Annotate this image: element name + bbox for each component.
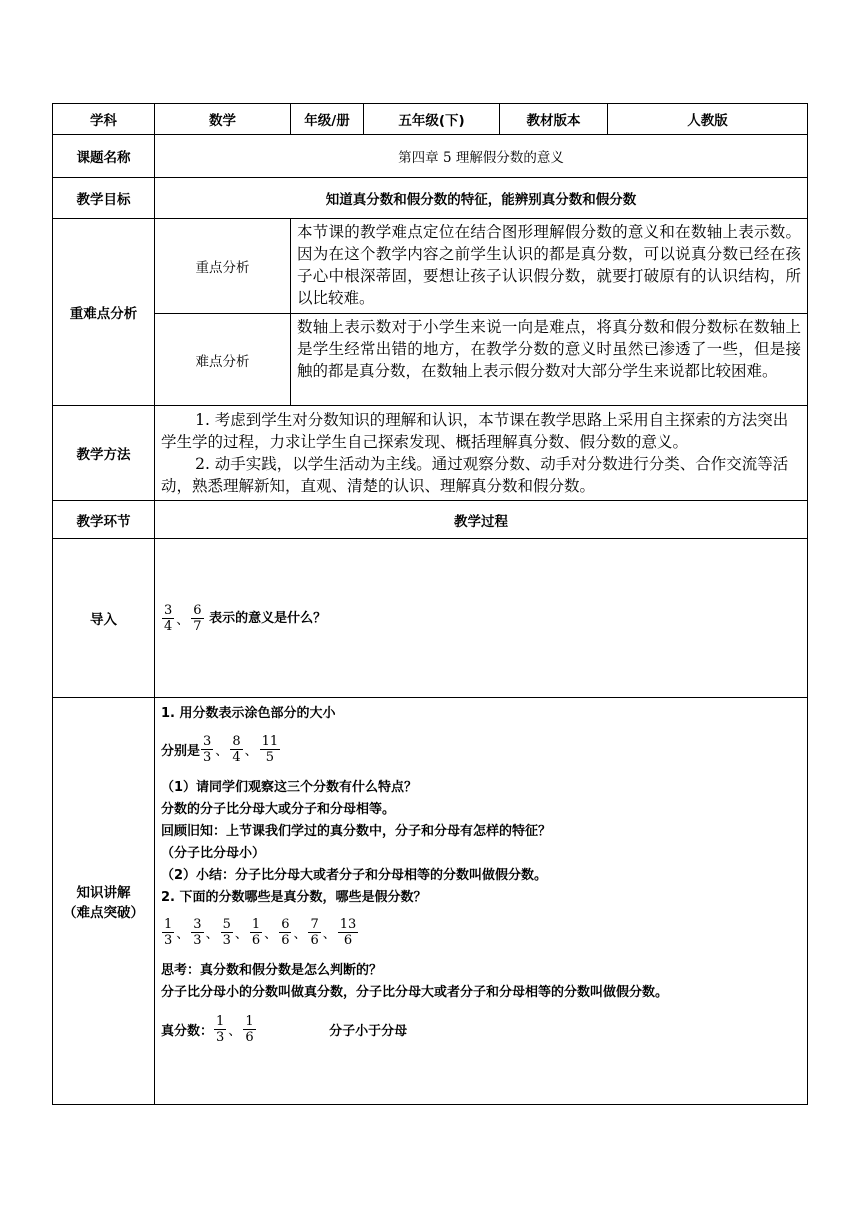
intro-question: 表示的意义是什么？: [209, 610, 327, 626]
grade-label: 年级/册: [291, 104, 364, 135]
subject-value: 数学: [155, 104, 291, 135]
edition-label: 教材版本: [500, 104, 608, 135]
fraction: $\frac{11}{5}$: [261, 734, 279, 765]
review-answer: （分子比分母小）: [161, 846, 266, 861]
fraction: $\frac{13}{6}$: [339, 917, 357, 948]
hard-point-text: 数轴上表示数对于小学生来说一向是难点，将真分数和假分数标在数轴上是学生经常出错的地方，在教学分数的意义时虽然已渗透了一些，但是接触的都是真分数，在数轴上表示假分数对大部分学生来说都比较困难。: [291, 314, 808, 406]
edition-value: 人教版: [608, 104, 808, 135]
separator: 、: [244, 744, 258, 759]
a1: 分数的分子比分母大或分子和分母相等。: [161, 802, 396, 817]
method-text: [155, 406, 808, 501]
process-label: 教学过程: [155, 501, 808, 539]
separator: 、: [293, 927, 307, 942]
key-point-label: 重点分析: [155, 219, 291, 314]
method-label: 教学方法: [53, 406, 155, 501]
intro-label: 导入: [53, 539, 155, 698]
item1-fractions-line: [161, 734, 801, 765]
intro-content: [155, 539, 808, 698]
proper-note: 分子小于分母: [329, 1024, 408, 1039]
q1: （1）请同学们观察这三个分数有什么特点？: [161, 780, 418, 795]
knowledge-content: [155, 698, 808, 1105]
fraction: $\frac{6}{7}$: [193, 602, 202, 634]
separator: 、: [215, 744, 229, 759]
grade-value: 五年级(下): [364, 104, 500, 135]
fraction: $\frac{3}{4}$: [164, 602, 173, 634]
separator: 、: [176, 612, 190, 628]
hard-point-label: 难点分析: [155, 314, 291, 406]
method-paragraph-2: 2. 动手实践，以学生活动为主线。通过观察分数、动手对分数进行分类、合作交流等活动，熟悉理解新知，直观、清楚的认识、理解真分数和假分数。: [161, 455, 789, 495]
topic-label: 课题名称: [53, 135, 155, 178]
fraction: $\frac{8}{4}$: [232, 734, 241, 765]
item1-prefix: 分别是: [161, 744, 201, 759]
fraction: $\frac{3}{3}$: [193, 917, 202, 948]
proper-line: [161, 1014, 801, 1045]
fraction: $\frac{6}{6}$: [281, 917, 290, 948]
separator: 、: [322, 927, 336, 942]
proper-label: 真分数：: [161, 1024, 214, 1039]
fraction: $\frac{3}{3}$: [203, 734, 212, 765]
separator: 、: [234, 927, 248, 942]
goal-label: 教学目标: [53, 178, 155, 219]
fraction: $\frac{1}{3}$: [164, 917, 173, 948]
item1-title: 1. 用分数表示涂色部分的大小: [161, 706, 336, 721]
knowledge-label: [53, 698, 155, 1105]
item2-fractions-line: [161, 917, 801, 948]
separator: 、: [176, 927, 190, 942]
fraction: $\frac{1}{6}$: [251, 917, 261, 948]
subject-label: 学科: [53, 104, 155, 135]
think-question: 思考：真分数和假分数是怎么判断的？: [161, 963, 383, 978]
separator: 、: [228, 1024, 242, 1039]
fraction: $\frac{1}{3}$: [216, 1014, 225, 1045]
fraction: $\frac{7}{6}$: [310, 917, 319, 948]
method-paragraph-1: 1. 考虑到学生对分数知识的理解和认识，本节课在教学思路上采用自主探索的方法突出学生学的过程，力求让学生自己探索发现、概括理解真分数、假分数的意义。: [161, 411, 789, 451]
knowledge-label-line2: （难点突破）: [63, 905, 144, 921]
lesson-plan-table: [52, 103, 808, 1105]
stages-label: 教学环节: [53, 501, 155, 539]
goal-value: 知道真分数和假分数的特征，能辨别真分数和假分数: [155, 178, 808, 219]
intro-line: [161, 602, 327, 634]
separator: 、: [205, 927, 219, 942]
topic-value: 第四章 5 理解假分数的意义: [155, 135, 808, 178]
fraction: $\frac{1}{6}$: [245, 1014, 254, 1045]
knowledge-label-line1: 知识讲解: [76, 885, 131, 901]
separator: 、: [264, 927, 278, 942]
summary: （2）小结：分子比分母大或者分子和分母相等的分数叫做假分数。: [161, 868, 548, 883]
review: 回顾旧知：上节课我们学过的真分数中，分子和分母有怎样的特征？: [161, 824, 552, 839]
item2-title: 2. 下面的分数哪些是真分数，哪些是假分数？: [161, 890, 427, 905]
analysis-label: 重难点分析: [53, 219, 155, 406]
key-point-text: 本节课的教学难点定位在结合图形理解假分数的意义和在数轴上表示数。因为在这个教学内容之前学生认识的都是真分数，可以说真分数已经在孩子心中根深蒂固，要想让孩子认识假分数，就要打破原有的认识结构，所以比较难。: [291, 219, 808, 314]
think-answer: 分子比分母小的分数叫做真分数，分子比分母大或者分子和分母相等的分数叫做假分数。: [161, 985, 669, 1000]
fraction: $\frac{5}{3}$: [222, 917, 231, 948]
